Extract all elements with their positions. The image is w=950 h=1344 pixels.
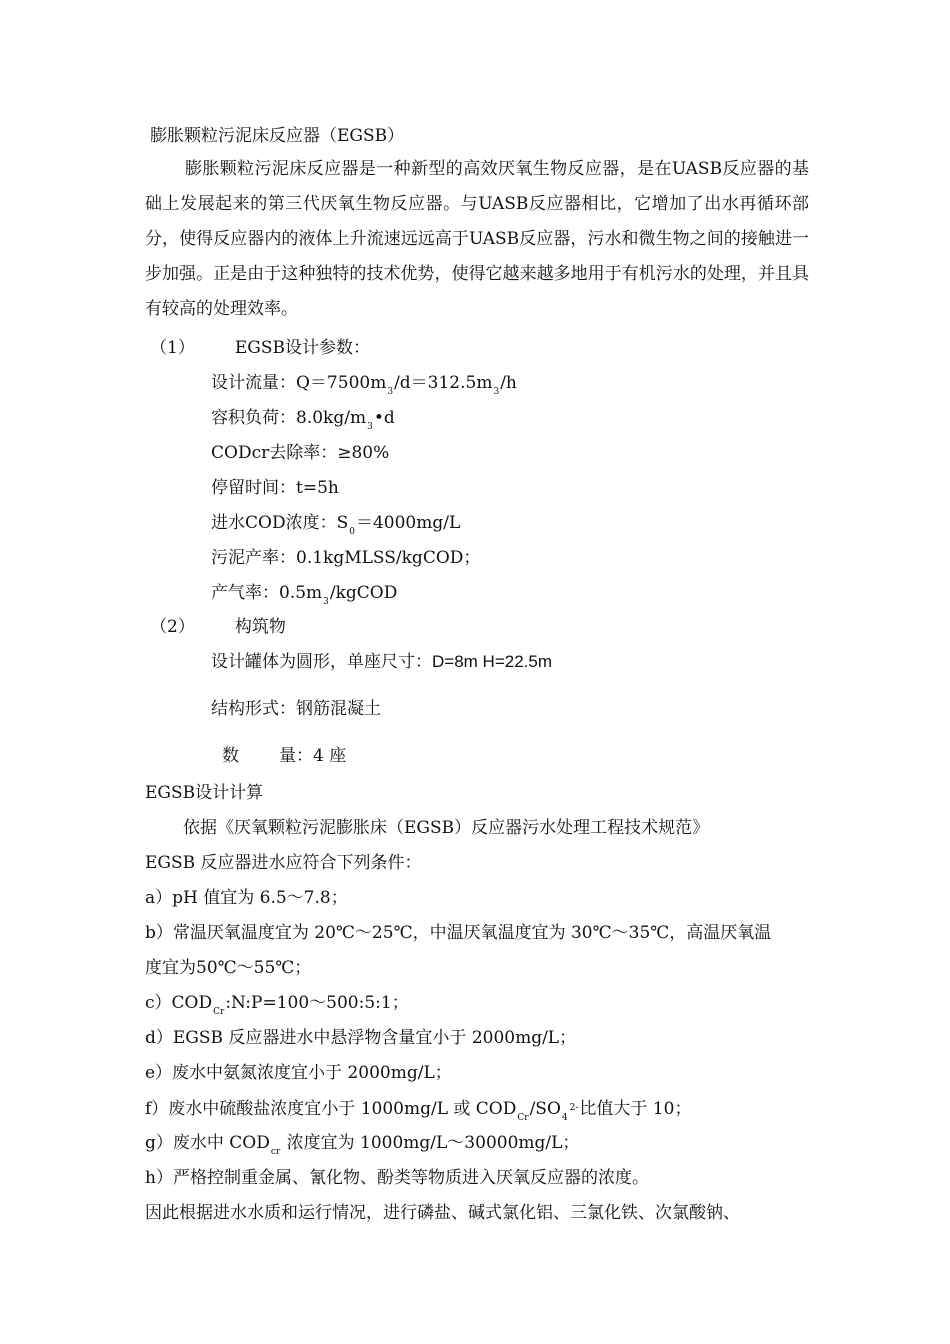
param-gas-yield: 产气率：$0.5m_3$/kgCOD — [211, 583, 398, 607]
condition-intro: EGSB 反应器进水应符合下列条件： — [145, 853, 422, 873]
param-cod-removal: CODcr去除率：≥80% — [211, 443, 390, 463]
param-sludge-yield: 污泥产率：0.1kgMLSS/kgCOD； — [211, 548, 481, 568]
condition-b-line2: 度宜为50℃～55℃； — [145, 958, 312, 978]
condition-f: f）废水中硫酸盐浓度宜小于 1000mg/L 或 $COD_{Cr}/SO_4^{2-}$比值大于 10； — [145, 1099, 692, 1123]
quantity: 数 量：4 座 — [222, 746, 347, 766]
condition-c: $c)COD_{Cr}:N:P=100\sim 500:5:1$； — [145, 993, 409, 1017]
param-retention-time: 停留时间：t=5h — [211, 478, 339, 498]
structure-type: 结构形式：钢筋混凝土 — [211, 699, 381, 719]
document-title: 膨胀颗粒污泥床反应器（EGSB） — [150, 126, 405, 146]
param-influent-cod: 进水COD浓度：$S_0=4000mg/L$ — [211, 513, 461, 537]
tank-dimension-value: D=8m H=22.5m — [432, 652, 552, 671]
closing-text: 因此根据进水水质和运行情况，进行磷盐、碱式氯化铝、三氯化铁、次氯酸钠、 — [145, 1203, 740, 1223]
section-2-heading — [150, 615, 286, 639]
basis-reference: 依据《厌氧颗粒污泥膨胀床（EGSB）反应器污水处理工程技术规范》 — [183, 818, 710, 838]
condition-a: a）pH 值宜为 6.5～7.8； — [145, 888, 348, 908]
section-1-heading — [150, 336, 370, 360]
condition-e: e）废水中氨氮浓度宜小于 2000mg/L； — [145, 1063, 452, 1083]
section-1-number: （1） — [150, 338, 195, 358]
section-2-number: （2） — [150, 617, 195, 637]
condition-g: g）废水中 $COD_{cr}$ 浓度宜为 1000mg/L～30000mg/L； — [145, 1133, 580, 1157]
condition-h: h）严格控制重金属、氰化物、酚类等物质进入厌氧反应器的浓度。 — [145, 1168, 649, 1188]
section-2-title: 构筑物 — [234, 617, 286, 637]
condition-b-line1: b）常温厌氧温度宜为 20℃～25℃，中温厌氧温度宜为 30℃～35℃，高温厌氧温 — [145, 923, 772, 943]
condition-d: d）EGSB 反应器进水中悬浮物含量宜小于 2000mg/L； — [145, 1028, 577, 1048]
section-1-title: EGSB设计参数： — [234, 338, 370, 358]
calc-heading: EGSB设计计算 — [145, 783, 264, 803]
intro-paragraph: 膨胀颗粒污泥床反应器是一种新型的高效厌氧生物反应器，是在UASB反应器的基础上发展起来的第三代厌氧生物反应器。与UASB反应器相比，它增加了出水再循环部分，使得反应器内的液体上升流速远远高于UASB反应器，污水和微生物之间的接触进一步加强。正是由于这种独特的技术优势，使得它越来越多地用于有机污水的处理，并且具有较高的处理效率。 — [145, 159, 809, 319]
tank-dimensions: 设计罐体为圆形，单座尺寸：D=8m H=22.5m — [211, 652, 552, 672]
param-design-flow: 设计流量：$Q=7500m_3/d=312.5m_3/h$ — [211, 373, 517, 397]
param-volume-load: 容积负荷：$8.0kg/m_3•d$ — [211, 408, 395, 432]
